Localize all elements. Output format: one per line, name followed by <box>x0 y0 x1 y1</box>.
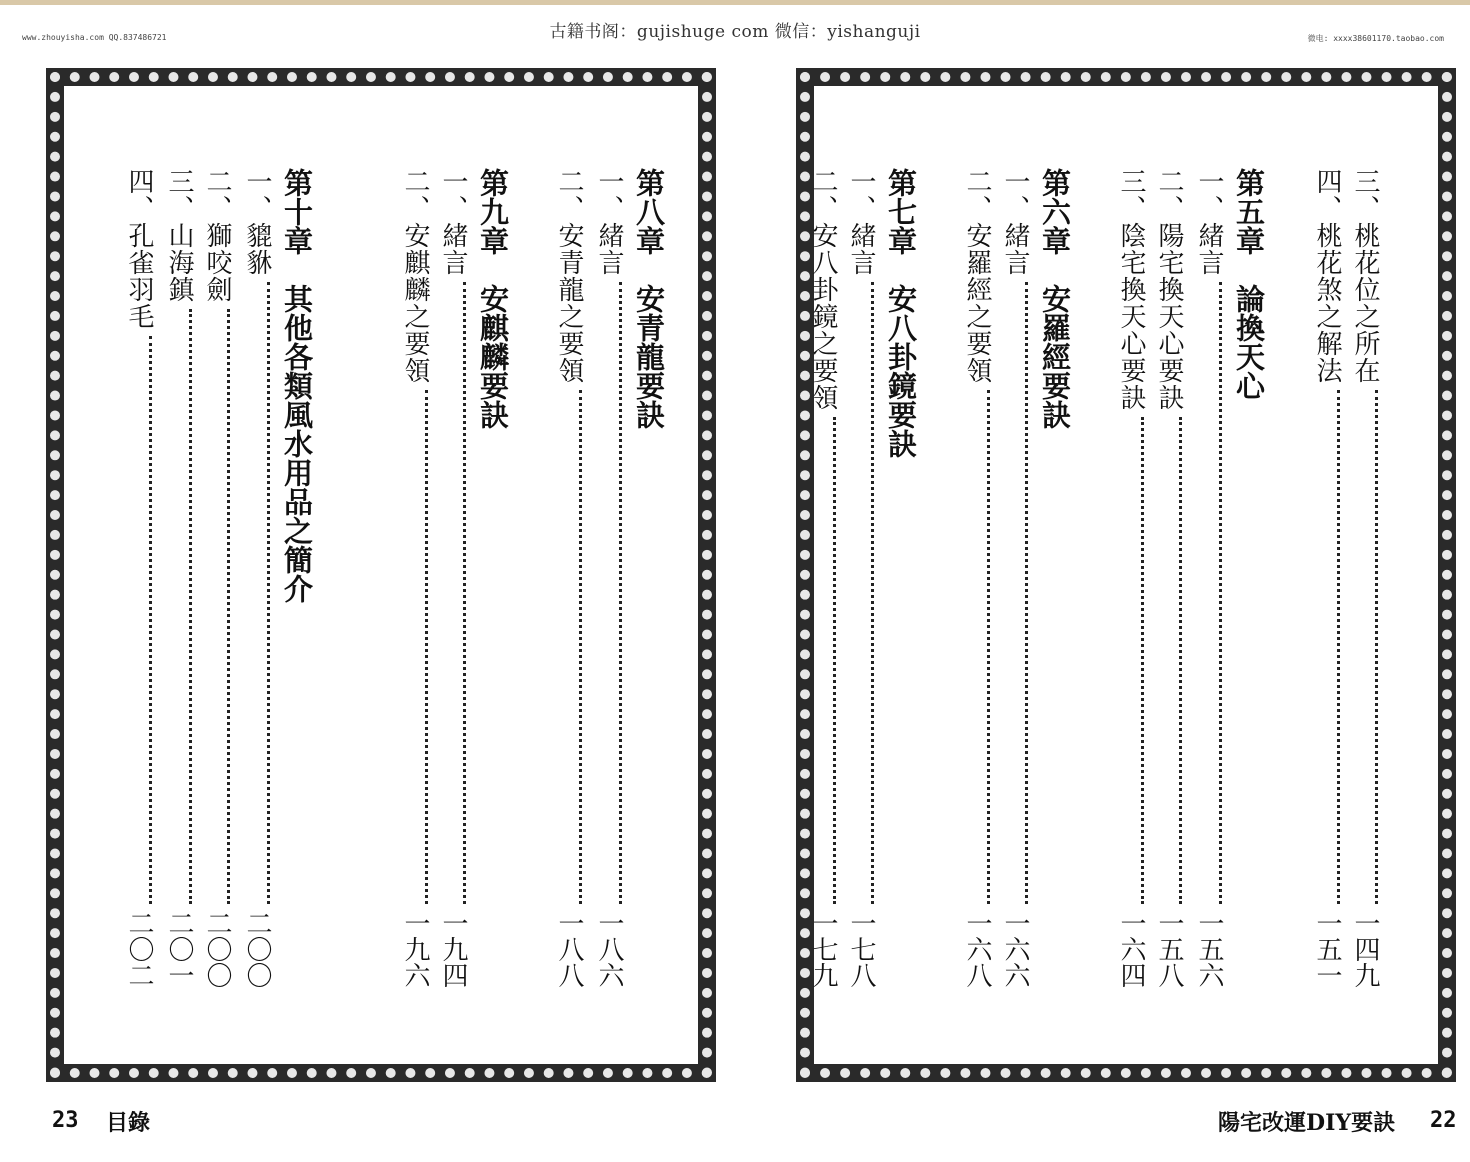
toc-entry: 一、緒言 一五六 <box>1194 168 1224 988</box>
toc-entry: 二、安八卦鏡之要領 一七九 <box>808 168 838 988</box>
toc-entry: 三、陰宅換天心要訣 一六四 <box>1116 168 1146 988</box>
right-page-number: 22 <box>1430 1108 1457 1133</box>
toc-entry: 二、安青龍之要領 一八八 <box>554 168 584 988</box>
toc-entry: 四、桃花煞之解法 一五一 <box>1312 168 1342 988</box>
chapter-heading: 第五章 論換天心 <box>1232 168 1266 400</box>
toc-entry: 二、安羅經之要領 一六八 <box>962 168 992 988</box>
toc-entry: 四、孔雀羽毛 二〇二 <box>124 168 154 988</box>
watermark-text: 古籍书阁：gujishuge com 微信：yishanguji <box>549 22 921 42</box>
toc-entry: 二、安麒麟之要領 一九六 <box>400 168 430 988</box>
toc-entry: 一、緒言 一八六 <box>594 168 624 988</box>
top-rule <box>0 0 1470 5</box>
right-url: 微电: xxxx38601170.taobao.com <box>1307 34 1444 43</box>
toc-entry: 一、貔貅 二〇〇 <box>242 168 272 988</box>
left-page-number: 23 <box>52 1108 79 1133</box>
toc-entry: 二、獅咬劍 二〇〇 <box>202 168 232 988</box>
toc-entry: 三、桃花位之所在 一四九 <box>1350 168 1380 988</box>
chapter-heading: 第六章 安羅經要訣 <box>1038 168 1072 429</box>
left-url: www.zhouyisha.com QQ.837486721 <box>22 33 167 42</box>
chapter-heading: 第七章 安八卦鏡要訣 <box>884 168 918 458</box>
left-section-title: 目錄 <box>106 1110 151 1136</box>
toc-entry: 一、緒言 一九四 <box>438 168 468 988</box>
toc-entry: 三、山海鎮 二〇一 <box>164 168 194 988</box>
chapter-heading: 第十章 其他各類風水用品之簡介 <box>280 168 314 603</box>
book-title: 陽宅改運DIY要訣 <box>1218 1110 1396 1136</box>
toc-entry: 一、緒言 一六六 <box>1000 168 1030 988</box>
toc-entry: 二、陽宅換天心要訣 一五八 <box>1154 168 1184 988</box>
chapter-heading: 第八章 安青龍要訣 <box>632 168 666 429</box>
chapter-heading: 第九章 安麒麟要訣 <box>476 168 510 429</box>
toc-entry: 一、緒言 一七八 <box>846 168 876 988</box>
